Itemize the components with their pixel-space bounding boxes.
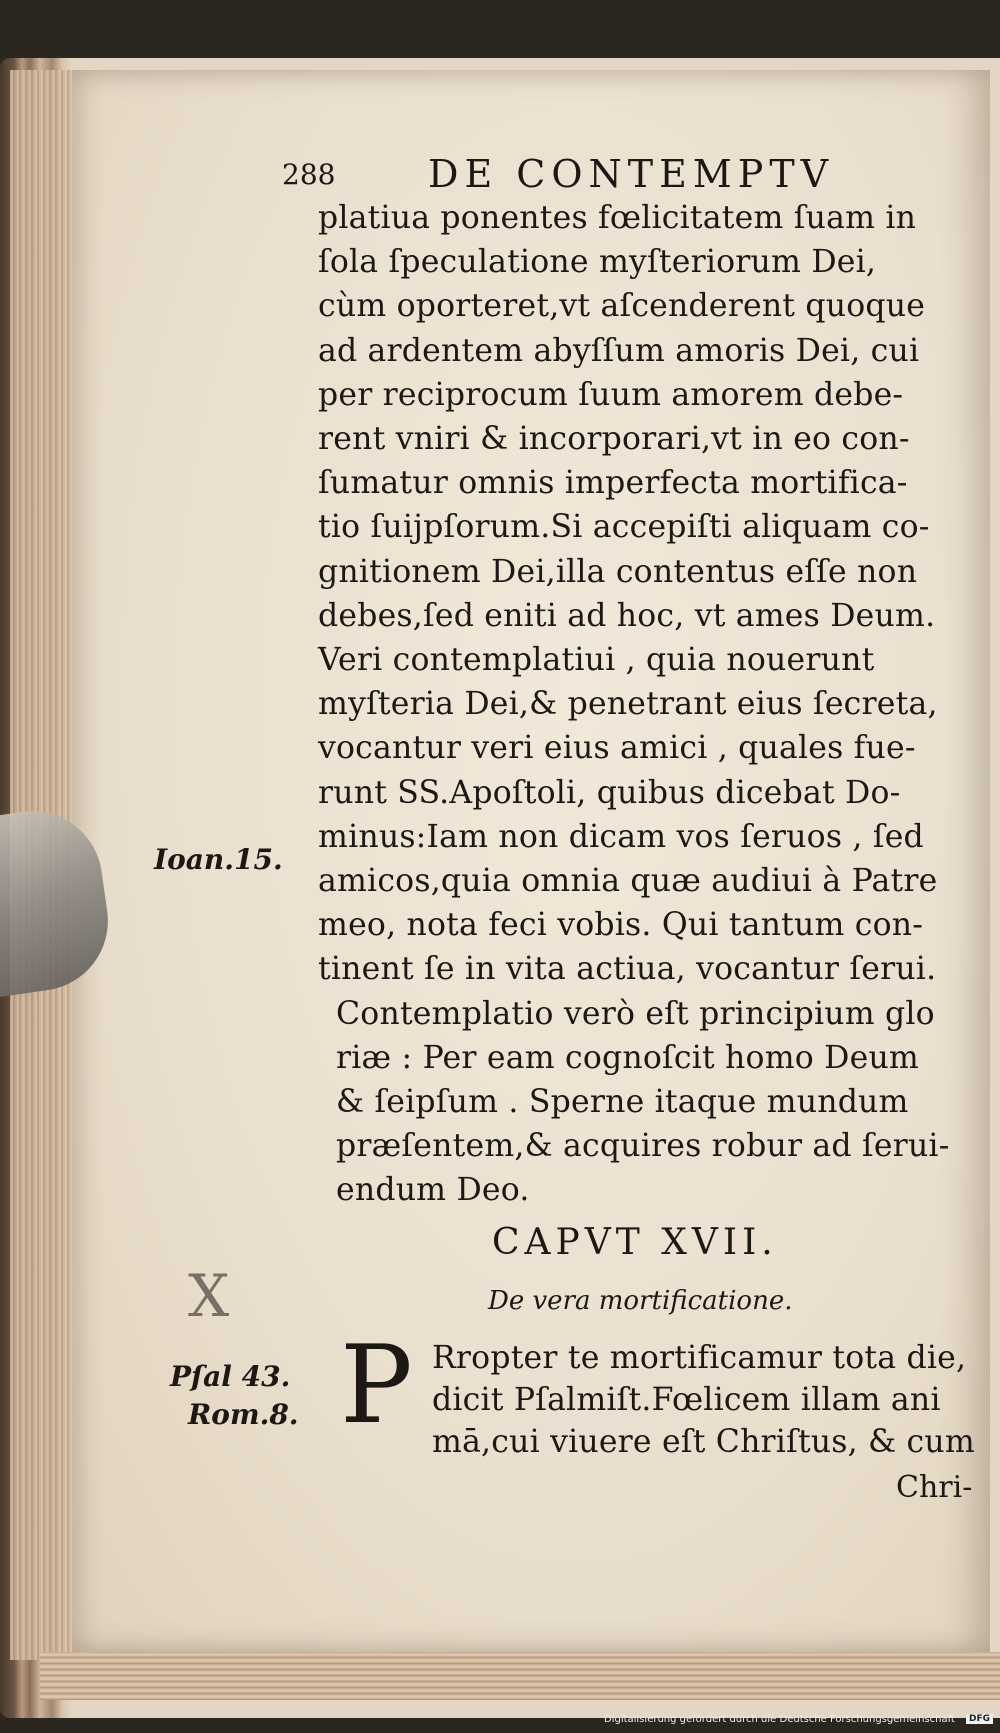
page-number: 288 [282,158,336,191]
body-line: vocantur veri eius amici , quales fue- [318,730,916,767]
body-line: gnitionem Dei,illa contentus eſſe non [318,553,918,590]
catchword: Chri- [896,1470,973,1505]
body-line: tinent ſe in vita actiua, vocantur ſerui. [318,951,937,988]
body-line: & ſeipſum . Sperne itaque mundum [336,1084,909,1120]
page-edges-bottom [40,1652,1000,1700]
body-line: ſumatur omnis imperfecta mortifica- [318,465,908,502]
drop-cap: P [340,1323,413,1448]
chapter-subtitle: De vera mortificatione. [488,1286,793,1316]
body-line: ſola ſpeculatione myſteriorum Dei, [318,244,877,281]
body-line: riæ : Per eam cognoſcit homo Deum [336,1039,919,1076]
body-line: debes,ſed eniti ad hoc, vt ames Deum. [318,597,936,634]
body-line: runt SS.Apoſtoli, quibus dicebat Do- [318,774,901,811]
margin-note-rom: Rom.8. [188,1398,299,1431]
body-line: cùm oporteret,vt aſcenderent quoque [318,288,926,325]
chapter-line-2: dicit Pſalmiſt.Fœlicem illam ani [432,1382,941,1418]
margin-note-psal: Pſal 43. [170,1360,291,1393]
margin-note-joan: Ioan.15. [154,843,283,876]
body-line: ad ardentem abyſſum amoris Dei, cui [318,332,920,369]
body-line: minus:Iam non dicam vos ſeruos , ſed [318,818,924,855]
body-line: meo, nota feci vobis. Qui tantum con- [318,907,924,944]
body-line: Veri contemplatiui , quia nouerunt [318,642,875,678]
body-line: platiua ponentes fœlicitatem ſuam in [318,200,917,236]
body-line: rent vniri & incorporari,vt in eo con- [318,421,910,457]
running-head: DE CONTEMPTV [428,152,835,196]
body-line: per reciprocum ſuum amorem debe- [318,376,904,413]
chapter-line-3: mā,cui viuere eſt Chriſtus, & cum [432,1424,975,1460]
chapter-title: CAPVT XVII. [492,1222,778,1263]
body-line: præſentem,& acquires robur ad ſerui- [336,1128,950,1165]
body-line: amicos,quia omnia quæ audiui à Patre [318,863,938,899]
body-line: tio ſuijpſorum.Si accepiſti aliquam co- [318,509,930,546]
body-line: endum Deo. [336,1172,530,1209]
body-line: myſteria Dei,& penetrant eius ſecreta, [318,686,938,723]
chapter-line-1: Rropter te mortificamur tota die, [432,1340,967,1376]
body-line: Contemplatio verò eſt principium glo [336,995,935,1032]
digitization-credit: Digitalisierung gefördert durch die Deutsche Forschungsgemeinschaft [604,1714,955,1725]
pencil-x-mark: X [188,1262,230,1330]
dfg-logo: DFG [966,1714,993,1724]
